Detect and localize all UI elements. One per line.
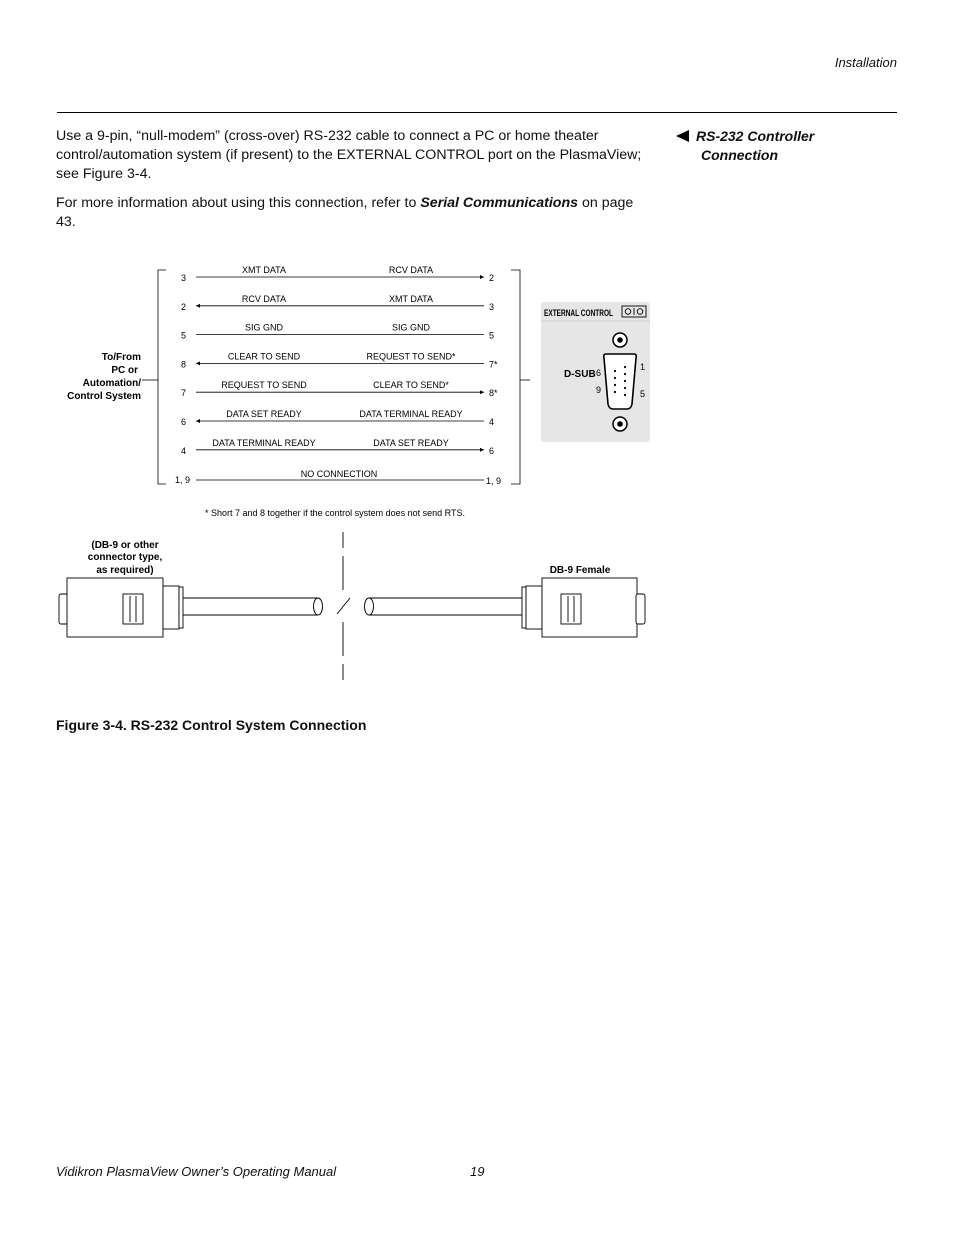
signal-row [181,351,498,369]
signal-rows [181,265,498,456]
right-pin: 6 [489,445,495,456]
right-db9-connector-icon [365,578,646,637]
body-paragraph-1: Use a 9-pin, “null-modem” (cross-over) RS-232 cable to connect a PC or home theater control/automation system (if present) to the EXTERNAL CONTROL port on the PlasmaView; see Figure 3-4. [56,128,642,182]
right-pin: 1, 9 [486,476,502,486]
left-connector-label-line: (DB-9 or other [91,540,159,551]
to-from-label-line: PC or [111,365,138,376]
dsub-connector-icon [604,354,637,409]
pin-6-label: 6 [596,368,602,378]
left-connector-label-line: as required) [96,565,154,576]
figure-caption: Figure 3-4. RS-232 Control System Connection [56,717,367,733]
cable-break-line [337,532,350,680]
to-from-label-line: Automation/ [82,378,141,389]
external-control-title: EXTERNAL CONTROL [544,308,614,318]
right-pin: 4 [489,417,495,427]
right-signal-label: REQUEST TO SEND* [366,351,456,362]
right-signal-label: RCV DATA [388,265,434,275]
serial-communications-link[interactable]: Serial Communications [420,195,579,211]
right-pin: 2 [489,273,495,283]
left-pin: 2 [181,301,187,312]
external-control-panel [541,302,650,442]
right-pin: 3 [489,301,495,312]
left-db9-connector-icon [59,578,323,637]
to-from-label [67,352,141,402]
left-signal-label: SIG GND [244,322,284,333]
signal-row [181,409,494,427]
left-signal-label: XMT DATA [241,265,287,275]
left-signal-label: CLEAR TO SEND [227,351,301,362]
left-pin: 4 [181,445,187,456]
signal-row [181,380,498,398]
left-bracket [142,270,166,484]
right-signal-label: CLEAR TO SEND* [373,380,449,391]
screw-bottom-icon [613,417,627,431]
left-pin: 5 [181,330,187,341]
sidebar-heading-line2: Connection [701,147,778,163]
left-pin: 8 [181,359,187,370]
dsub-label: D-SUB [564,369,596,380]
para2-prefix: For more information about using this connection, refer to [56,195,421,211]
left-pin: 6 [181,417,187,427]
pin-9-label: 9 [596,385,602,395]
right-signal-label: DATA TERMINAL READY [359,409,463,419]
pin-5-label: 5 [640,389,646,399]
left-connector-label [88,540,163,576]
footnote: * Short 7 and 8 together if the control system does not send RTS. [205,508,465,518]
left-connector-label-line: connector type, [87,552,163,563]
left-pin: 1, 9 [175,475,191,485]
left-pin: 7 [181,388,187,399]
signal-row [181,323,494,341]
left-pin: 3 [181,273,187,283]
right-pin: 5 [489,330,495,341]
no-connection-row [175,469,501,486]
right-pin: 8* [489,388,498,399]
right-connector-label: DB-9 Female [549,565,611,576]
sidebar-heading-line1: RS-232 Controller [696,128,815,144]
page-number: 19 [470,1164,485,1179]
signal-row [181,438,494,456]
right-bracket [511,270,530,484]
signal-row [181,294,494,312]
right-signal-label: DATA SET READY [373,437,449,448]
right-pin: 7* [489,359,498,370]
para2-suffix: on page 43. [56,195,634,230]
right-signal-label: SIG GND [391,322,431,333]
pin-1-label: 1 [640,362,646,372]
left-signal-label: REQUEST TO SEND [221,380,307,391]
to-from-label-line: Control System [67,391,141,402]
no-connection-label: NO CONNECTION [300,469,378,479]
right-signal-label: XMT DATA [388,293,434,304]
footer-title: Vidikron PlasmaView Owner’s Operating Manual [56,1164,337,1179]
left-signal-label: RCV DATA [241,293,287,304]
signal-row [181,265,494,283]
left-signal-label: DATA SET READY [226,409,302,419]
to-from-label-line: To/From [101,352,141,363]
screw-top-icon [613,333,627,347]
left-signal-label: DATA TERMINAL READY [212,437,316,448]
running-header: Installation [834,55,897,70]
